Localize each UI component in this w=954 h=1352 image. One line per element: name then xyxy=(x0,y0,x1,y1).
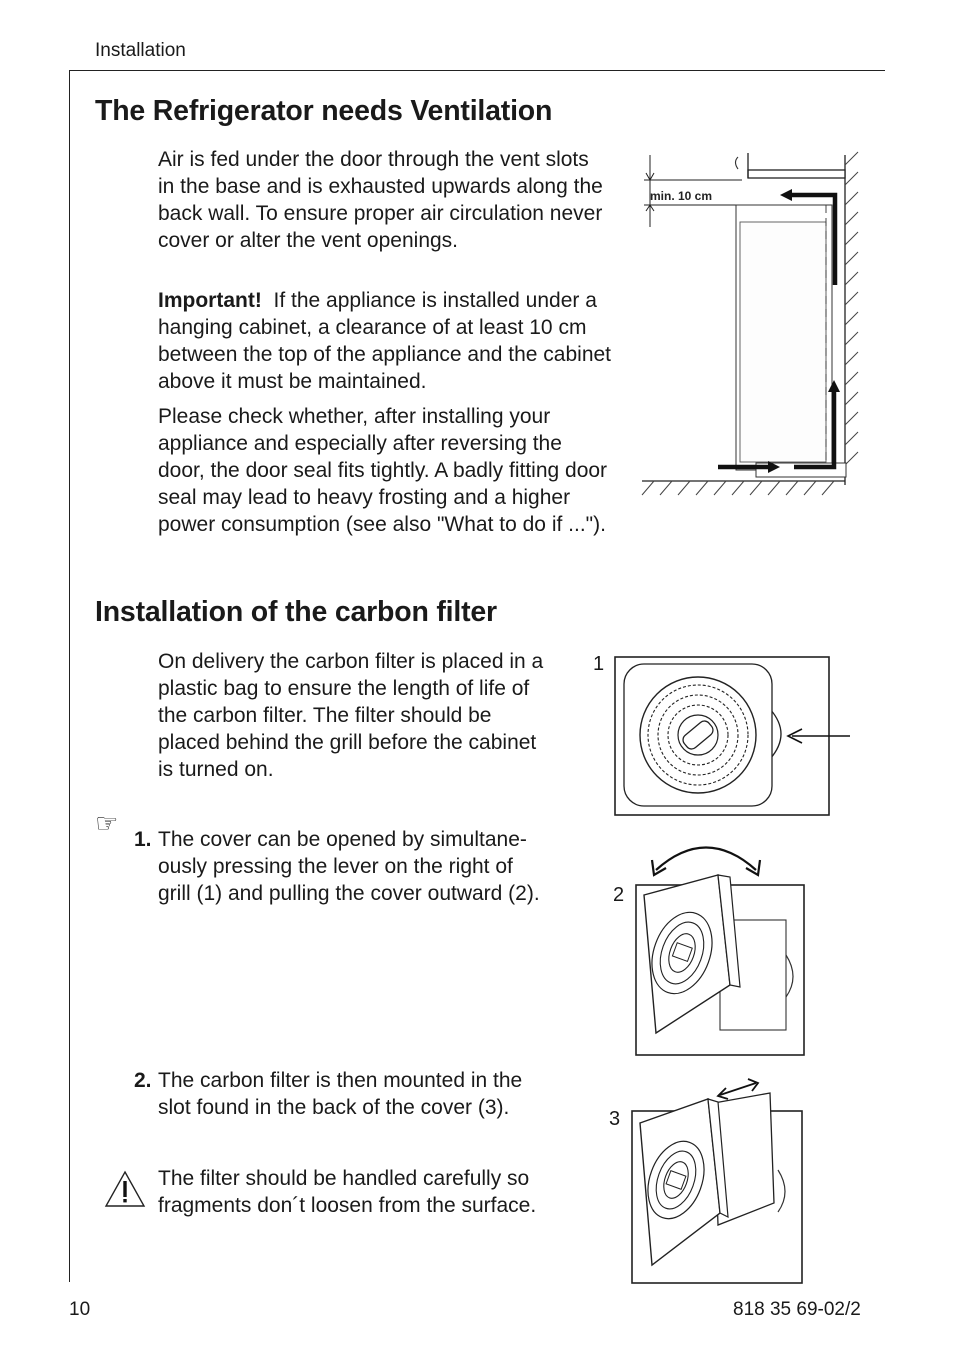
carbon-filter-intro: On delivery the carbon filter is placed in a plastic bag to ensure the length of life of the carbon filter. The filter should be placed behind the grill before the cabinet is turned on. xyxy=(158,650,544,781)
document-code: 818 35 69-02/2 xyxy=(733,1299,861,1320)
pointing-hand-icon: ☞ xyxy=(95,808,119,838)
figure-3-filter-mounting xyxy=(628,1075,808,1287)
important-text: If the appliance is installed under a hanging cabinet, a clearance of at least 10 cm between the top of the appliance and the cabinet above it must be maintained. xyxy=(158,289,612,393)
figure-label-3: 3 xyxy=(609,1108,621,1130)
step-2-number: 2. xyxy=(134,1069,152,1092)
step-2-text: The carbon filter is then mounted in the slot found in the back of the cover (3). xyxy=(158,1069,523,1119)
figure-2-cover-opening xyxy=(630,835,810,1060)
margin-rule xyxy=(69,70,70,1282)
ventilation-diagram xyxy=(630,145,870,500)
important-paragraph xyxy=(158,287,614,395)
step-1-text: The cover can be opened by simultane-ously pressing the lever on the right of grill (1) and pulling the cover outward (2). xyxy=(158,828,540,905)
clearance-label: min. 10 cm xyxy=(650,189,713,203)
figure-1-grill xyxy=(612,654,857,819)
ventilation-paragraph-3: Please check whether, after installing your appliance and especially after reversing the door, the door seal fits tightly. A badly fitting door seal may lead to heavy frosting and a higher power consumption (see also "What to do if ..."). xyxy=(158,405,608,536)
important-label: Important! xyxy=(158,289,262,312)
page-number: 10 xyxy=(69,1299,91,1320)
section-title-carbon-filter: Installation of the carbon filter xyxy=(95,596,497,628)
warning-text: The filter should be handled carefully so fragments don´t loosen from the surface. xyxy=(158,1167,537,1217)
step-1-number: 1. xyxy=(134,828,152,851)
figure-label-1: 1 xyxy=(593,653,605,675)
section-title-ventilation: The Refrigerator needs Ventilation xyxy=(95,95,553,127)
running-header: Installation xyxy=(95,40,186,61)
ventilation-paragraph-1: Air is fed under the door through the vent slots in the base and is exhausted upwards along the back wall. To ensure proper air circulation never cover or alter the vent openings. xyxy=(158,148,603,252)
warning-triangle-icon xyxy=(104,1170,146,1208)
figure-label-2: 2 xyxy=(613,884,625,906)
header-rule xyxy=(69,70,885,71)
